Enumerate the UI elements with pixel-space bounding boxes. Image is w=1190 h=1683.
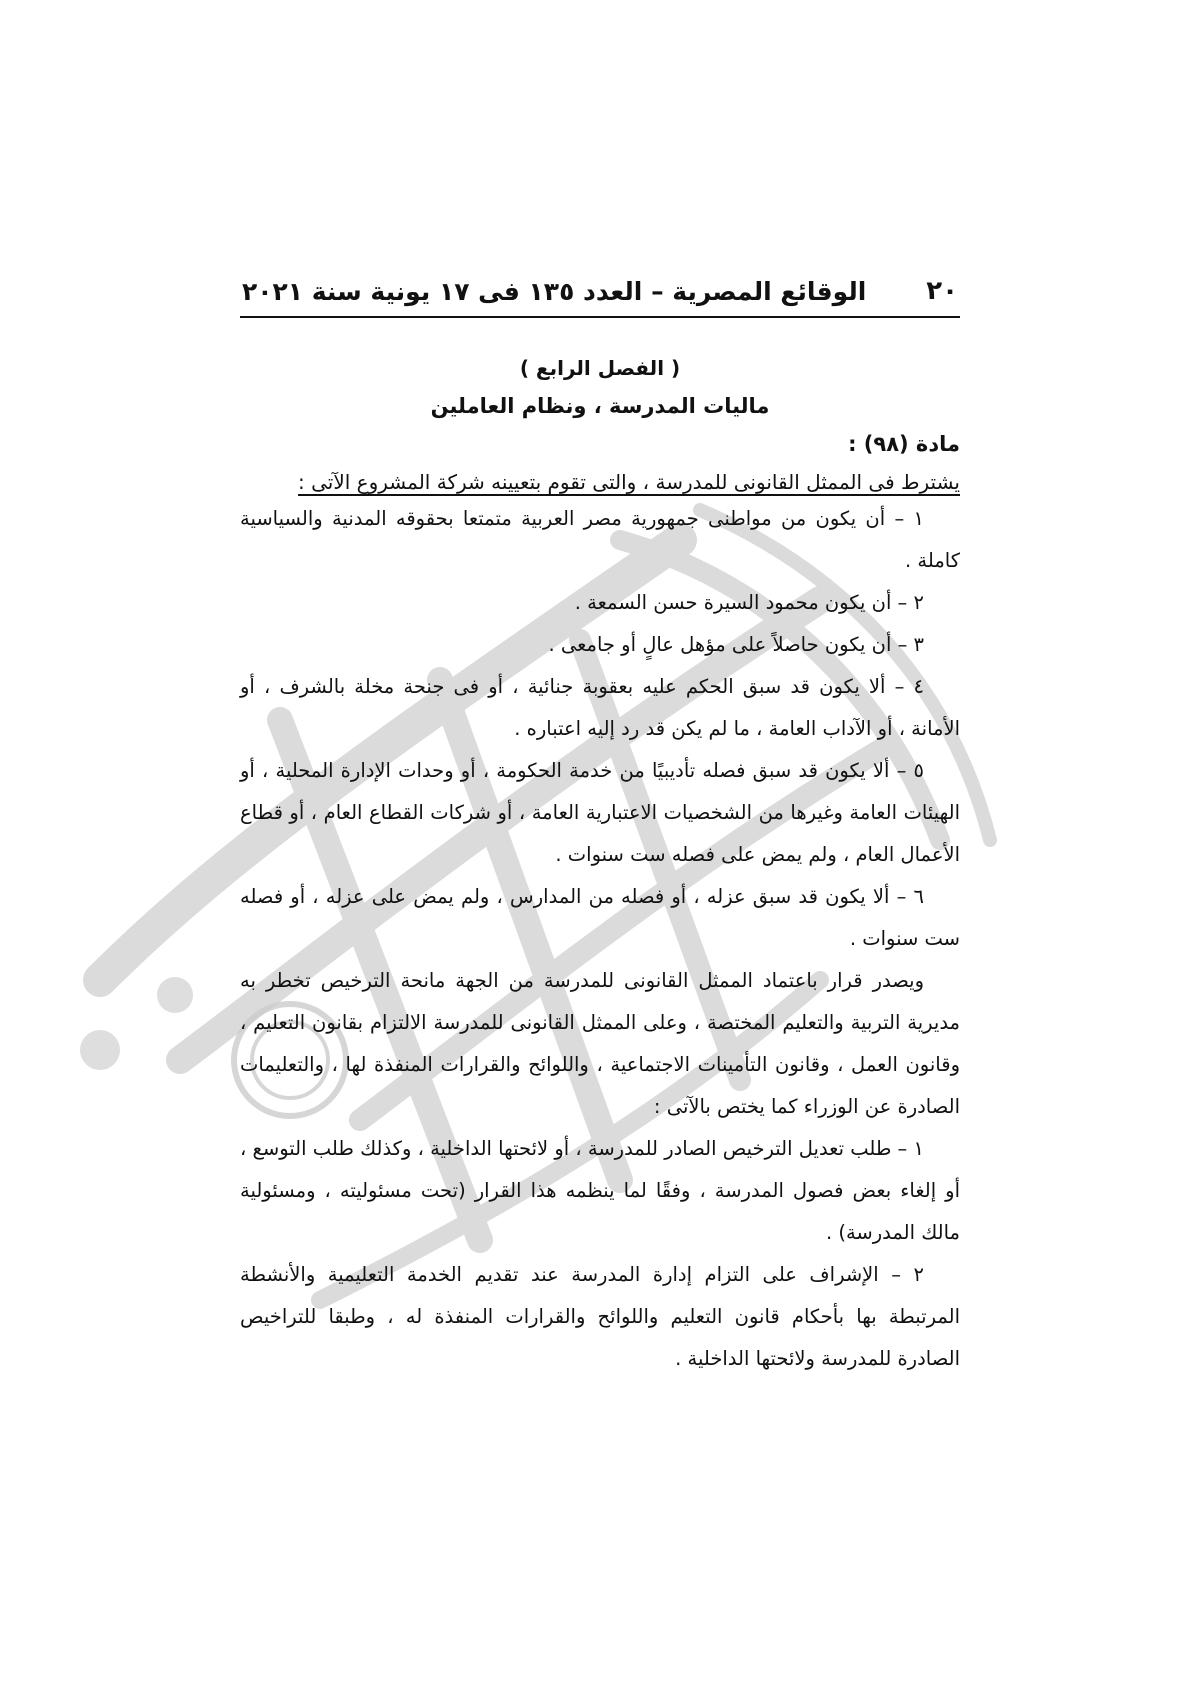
article-label: مادة (٩٨) : [848, 432, 960, 456]
article-intro: يشترط فى الممثل القانونى للمدرسة ، والتى تقوم بتعيينه شركة المشروع الآتى : [298, 470, 960, 494]
gazette-page [240, 270, 960, 1380]
duty-item: ٢ – الإشراف على التزام إدارة المدرسة عند تقديم الخدمة التعليمية والأنشطة المرتبطة بها بأحكام قانون التعليم واللوائح والقرارات المنفذة له ، وطبقا للتراخيص الصادرة للمدرسة ولائحتها الداخلية . [240, 1263, 960, 1370]
condition-item: ١ – أن يكون من مواطنى جمهورية مصر العربية متمتعا بحقوقه المدنية والسياسية كاملة . [240, 507, 960, 572]
decision-paragraph: ويصدر قرار باعتماد الممثل القانونى للمدرسة من الجهة مانحة الترخيص تخطر به مديرية التربية والتعليم المختصة ، وعلى الممثل القانونى للمدرسة الالتزام بقانون التعليم ، وقانون العمل ، وقانون التأمينات الاجتماعية ، واللوائح والقرارات المنفذة لها ، والتعليمات الصادرة عن الوزراء كما يختص بالآتى : [240, 969, 960, 1118]
condition-item: ٢ – أن يكون محمود السيرة حسن السمعة . [574, 591, 924, 614]
header-rule [240, 316, 960, 318]
condition-item: ٣ – أن يكون حاصلاً على مؤهل عالٍ أو جامعى . [548, 633, 924, 656]
condition-item: ٤ – ألا يكون قد سبق الحكم عليه بعقوبة جنائية ، أو فى جنحة مخلة بالشرف ، أو الأمانة ، أو الآداب العامة ، ما لم يكن قد رد إليه اعتباره . [240, 675, 960, 740]
condition-item: ٥ – ألا يكون قد سبق فصله تأديبيًا من خدمة الحكومة ، أو وحدات الإدارة المحلية ، أو الهيئات العامة وغيرها من الشخصيات الاعتبارية العامة ، أو شركات القطاع العام ، أو قطاع الأعمال العام ، ولم يمض على فصله ست سنوات . [240, 759, 960, 866]
page-header [240, 270, 960, 306]
page-number: ٢٠ [926, 276, 958, 306]
chapter-subtitle: ماليات المدرسة ، ونظام العاملين [430, 394, 770, 418]
duty-item: ١ – طلب تعديل الترخيص الصادر للمدرسة ، أو لائحتها الداخلية ، وكذلك طلب التوسع ، أو إلغاء بعض فصول المدرسة ، وفقًا لما ينظمه هذا القرار (تحت مسئوليته ، ومسئولية مالك المدرسة) . [240, 1137, 960, 1244]
condition-item: ٦ – ألا يكون قد سبق عزله ، أو فصله من المدارس ، ولم يمض على عزله ، أو فصله ست سنوات . [240, 885, 960, 950]
gazette-title: الوقائع المصرية – العدد ١٣٥ فى ١٧ يونية سنة ٢٠٢١ [242, 277, 867, 306]
chapter-title: ( الفصل الرابع ) [519, 356, 681, 380]
